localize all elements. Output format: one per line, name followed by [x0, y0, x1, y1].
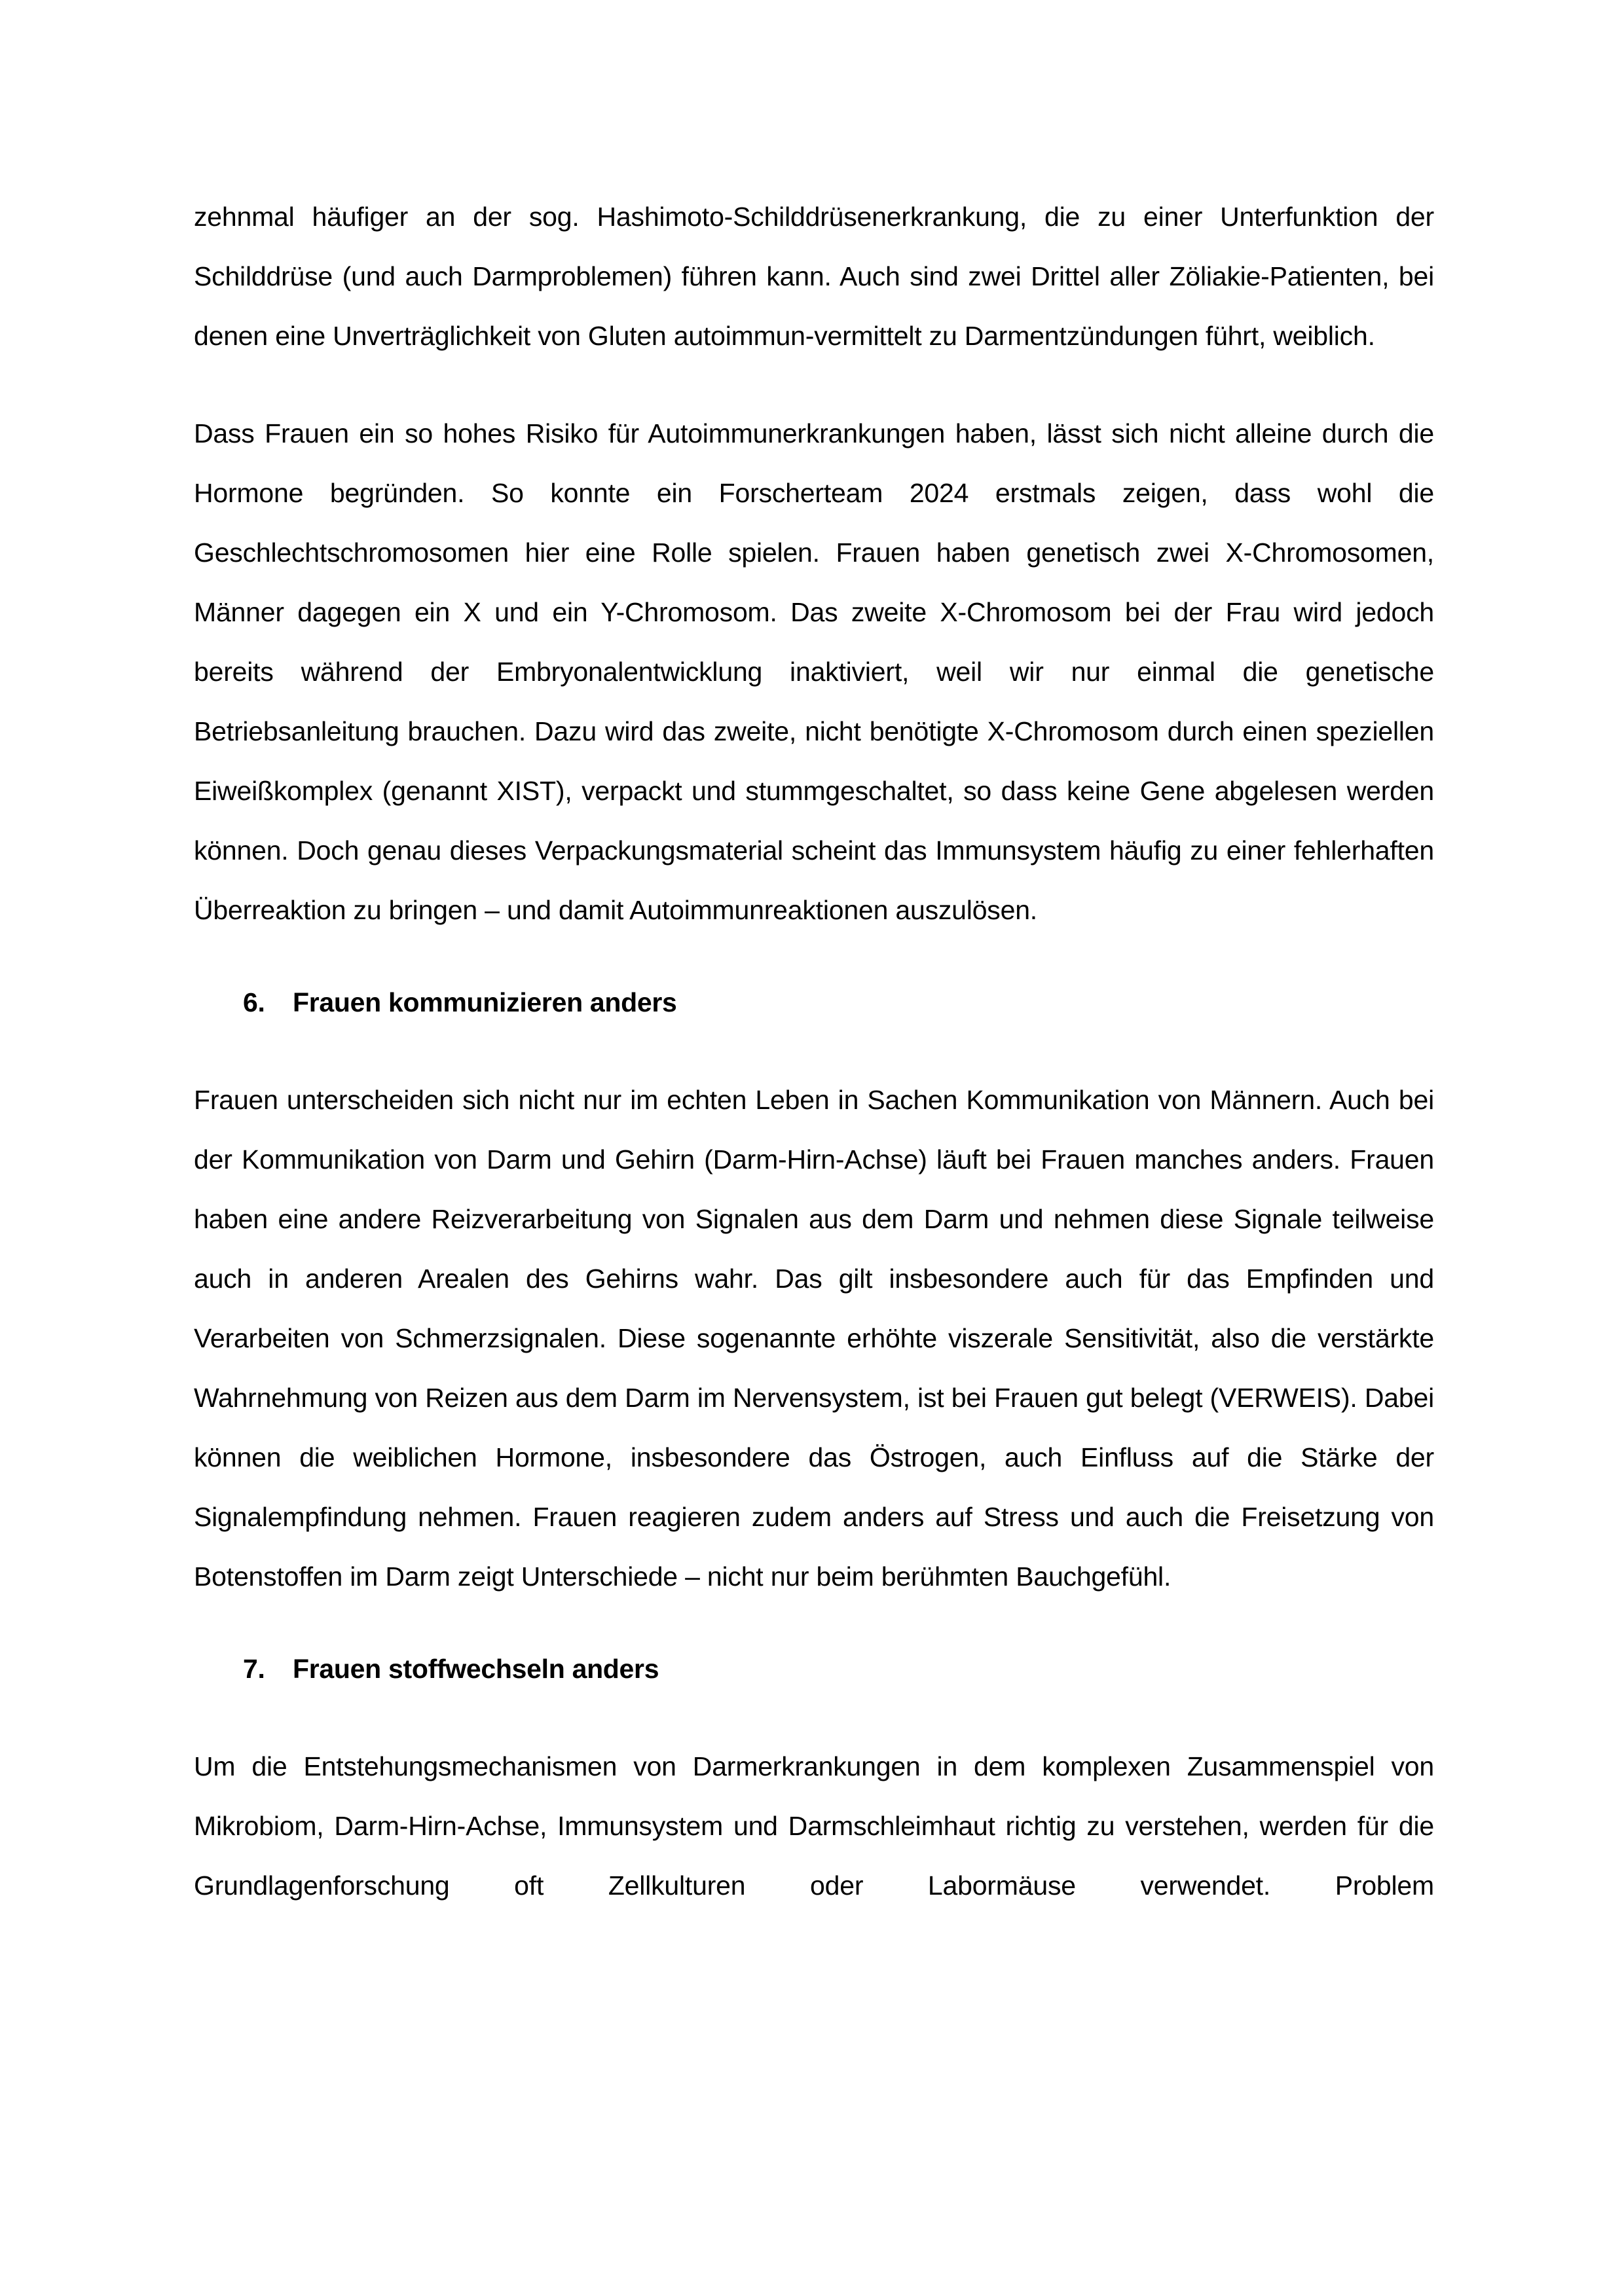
paragraph-communication: Frauen unterscheiden sich nicht nur im echten Leben in Sachen Kommunikation von Männern. Auch bei der Kommunikation von Darm und Gehirn (Darm-Hirn-Achse) läuft bei Frauen manches anders. Frauen haben eine andere Reizverarbeitung von Signalen aus dem Darm und nehmen diese Signale teilweise auch in anderen Arealen des Gehirns wahr. Das gilt insbesondere auch für das Empfinden und Verarbeiten von Schmerzsignalen. Diese sogenannte erhöhte viszerale Sensitivität, also die verstärkte Wahrnehmung von Reizen aus dem Darm im Nervensystem, ist bei Frauen gut belegt (VERWEIS). Dabei können die weiblichen Hormone, insbesondere das Östrogen, auch Einfluss auf die Stärke der Signalempfindung nehmen. Frauen reagieren zudem anders auf Stress und auch die Freisetzung von Botenstoffen im Darm zeigt Unterschiede – nicht nur beim berühmten Bauchgefühl.	[194, 1085, 1434, 1592]
section-number: 6.	[243, 987, 265, 1017]
paragraph-x-chromosome: Dass Frauen ein so hohes Risiko für Autoimmunerkrankungen haben, lässt sich nicht alleine durch die Hormone begründen. So konnte ein Forscherteam 2024 erstmals zeigen, dass wohl die Geschlechtschromosomen hier eine Rolle spielen. Frauen haben genetisch zwei X-Chromosomen, Männer dagegen ein X und ein Y-Chromosom. Das zweite X-Chromosom bei der Frau wird jedoch bereits während der Embryonalentwicklung inaktiviert, weil wir nur einmal die genetische Betriebsanleitung brauchen. Dazu wird das zweite, nicht benötigte X-Chromosom durch einen speziellen Eiweißkomplex (genannt XIST), verpackt und stummgeschaltet, so dass keine Gene abgelesen werden können. Doch genau dieses Verpackungsmaterial scheint das Immunsystem häufig zu einer fehlerhaften Überreaktion zu bringen – und damit Autoimmunreaktionen auszulösen.	[194, 418, 1434, 925]
paragraph-metabolism: Um die Entstehungsmechanismen von Darmerkrankungen in dem komplexen Zusammenspiel von Mikrobiom, Darm-Hirn-Achse, Immunsystem und Darmschleimhaut richtig zu verstehen, werden für die Grundlagenforschung oft Zellkulturen oder Labormäuse verwendet. Problem	[194, 1751, 1434, 1901]
section-heading-6	[194, 973, 1434, 1032]
section-number: 7.	[243, 1654, 265, 1684]
section-title: Frauen kommunizieren anders	[293, 987, 677, 1017]
paragraph-autoimmune-hashimoto: zehnmal häufiger an der sog. Hashimoto-Schilddrüsenerkrankung, die zu einer Unterfunktion der Schilddrüse (und auch Darmproblemen) führen kann. Auch sind zwei Drittel aller Zöliakie-Patienten, bei denen eine Unverträglichkeit von Gluten autoimmun-vermittelt zu Darmentzündungen führt, weiblich.	[194, 202, 1434, 351]
section-title: Frauen stoffwechseln anders	[293, 1654, 659, 1684]
section-heading-7	[194, 1639, 1434, 1699]
document-page	[194, 187, 1434, 1916]
